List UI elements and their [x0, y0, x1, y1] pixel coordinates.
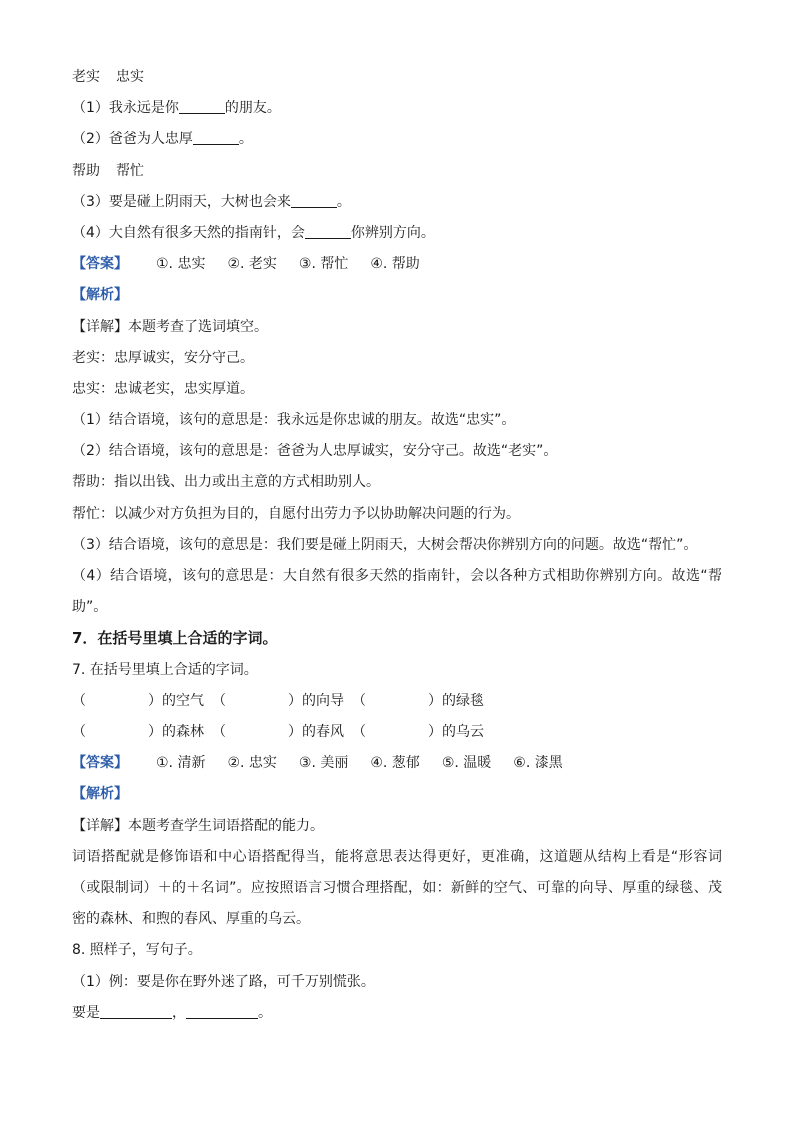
answer-tag: 【答案】: [72, 755, 128, 772]
fill-item: （ ）的空气: [72, 692, 204, 709]
word-pair-1: [72, 62, 722, 93]
word-option: 忠实: [116, 69, 144, 85]
detail-text: 忠实：忠诚老实，忠实厚道。: [72, 380, 254, 397]
detail-paragraph: 词语搭配就是修饰语和中心语搭配得当，能将意思表达得更好，更准确，这道题从结构上看是“形容词（或限制词）＋的＋名词”。应按照语言习惯合理搭配，如：新鲜的空气、可靠的向导、厚重的绿毯、茂密的森林、和煦的春风、厚重的乌云。: [72, 848, 722, 928]
analysis-line: [72, 779, 722, 810]
answer-line: 【答案】 ①. 清新 ②. 忠实 ③. 美丽 ④. 葱郁 ⑤. 温暖 ⑥. 漆黑: [72, 755, 563, 772]
question-title: 8. 照样子，写句子。: [72, 942, 202, 959]
word-pair-2: [72, 156, 722, 187]
detail-text: （3）结合语境，该句的意思是：我们要是碰上阴雨天，大树会帮决你辨别方向的问题。故选“帮忙”。: [72, 536, 698, 553]
fill-row: [72, 717, 722, 748]
answer-line: 【答案】 ①. 忠实 ②. 老实 ③. 帮忙 ④. 帮助: [72, 256, 420, 273]
question-title: 7. 在括号里填上合适的字词。: [72, 661, 258, 678]
detail-line: 【详解】本题考查了选词填空。: [72, 318, 268, 335]
document-page: [72, 62, 722, 1029]
detail-text: （2）结合语境，该句的意思是：爸爸为人忠厚诚实，安分守己。故选“老实”。: [72, 443, 558, 460]
question-line: 要是 ， 。: [72, 998, 722, 1029]
word-option: 老实: [72, 69, 100, 85]
answer-blank: [193, 128, 239, 145]
question-line: （2）爸爸为人忠厚 。: [72, 124, 722, 155]
detail-text: （1）结合语境，该句的意思是：我永远是你忠诚的朋友。故选“忠实”。: [72, 412, 516, 429]
analysis-tag: 【解析】: [72, 287, 128, 304]
detail-line: 【详解】本题考查学生词语搭配的能力。: [72, 817, 324, 834]
question-heading: 7．在括号里填上合适的字词。: [72, 629, 278, 648]
answer-blank: [186, 1002, 258, 1019]
fill-item: （ ）的森林: [72, 723, 204, 740]
detail-text: 老实：忠厚诚实，安分守己。: [72, 349, 254, 366]
question-line: （3）要是碰上阴雨天，大树也会来 。: [72, 187, 722, 218]
question-line: （1）我永远是你 的朋友。: [72, 93, 722, 124]
fill-row: [72, 686, 722, 717]
fill-item: （ ）的绿毯: [352, 692, 484, 709]
analysis-tag: 【解析】: [72, 786, 128, 803]
answer-blank: [305, 222, 351, 239]
detail-text: （4）结合语境，该句的意思是：大自然有很多天然的指南针，会以各种方式相助你辨别方向。故选“帮助”。: [72, 568, 722, 616]
example-sentence: （1）例：要是你在野外迷了路，可千万别慌张。: [72, 973, 375, 990]
word-option: 帮助: [72, 162, 100, 179]
question-line: （4）大自然有很多天然的指南针，会 你辨别方向。: [72, 218, 722, 249]
answer-blank: [100, 1002, 172, 1019]
analysis-line: [72, 280, 722, 311]
detail-text: 帮助：指以出钱、出力或出主意的方式相助别人。: [72, 474, 380, 491]
answer-tag: 【答案】: [72, 256, 128, 273]
answer-blank: [179, 97, 225, 114]
detail-text: 帮忙：以减少对方负担为目的，自愿付出劳力予以协助解决问题的行为。: [72, 505, 520, 522]
fill-item: （ ）的春风: [212, 723, 344, 740]
answer-blank: [291, 191, 337, 208]
word-option: 帮忙: [116, 162, 144, 179]
fill-item: （ ）的乌云: [352, 723, 484, 740]
detail-tag: 【详解】: [72, 817, 128, 834]
detail-tag: 【详解】: [72, 318, 128, 335]
fill-item: （ ）的向导: [212, 692, 344, 709]
